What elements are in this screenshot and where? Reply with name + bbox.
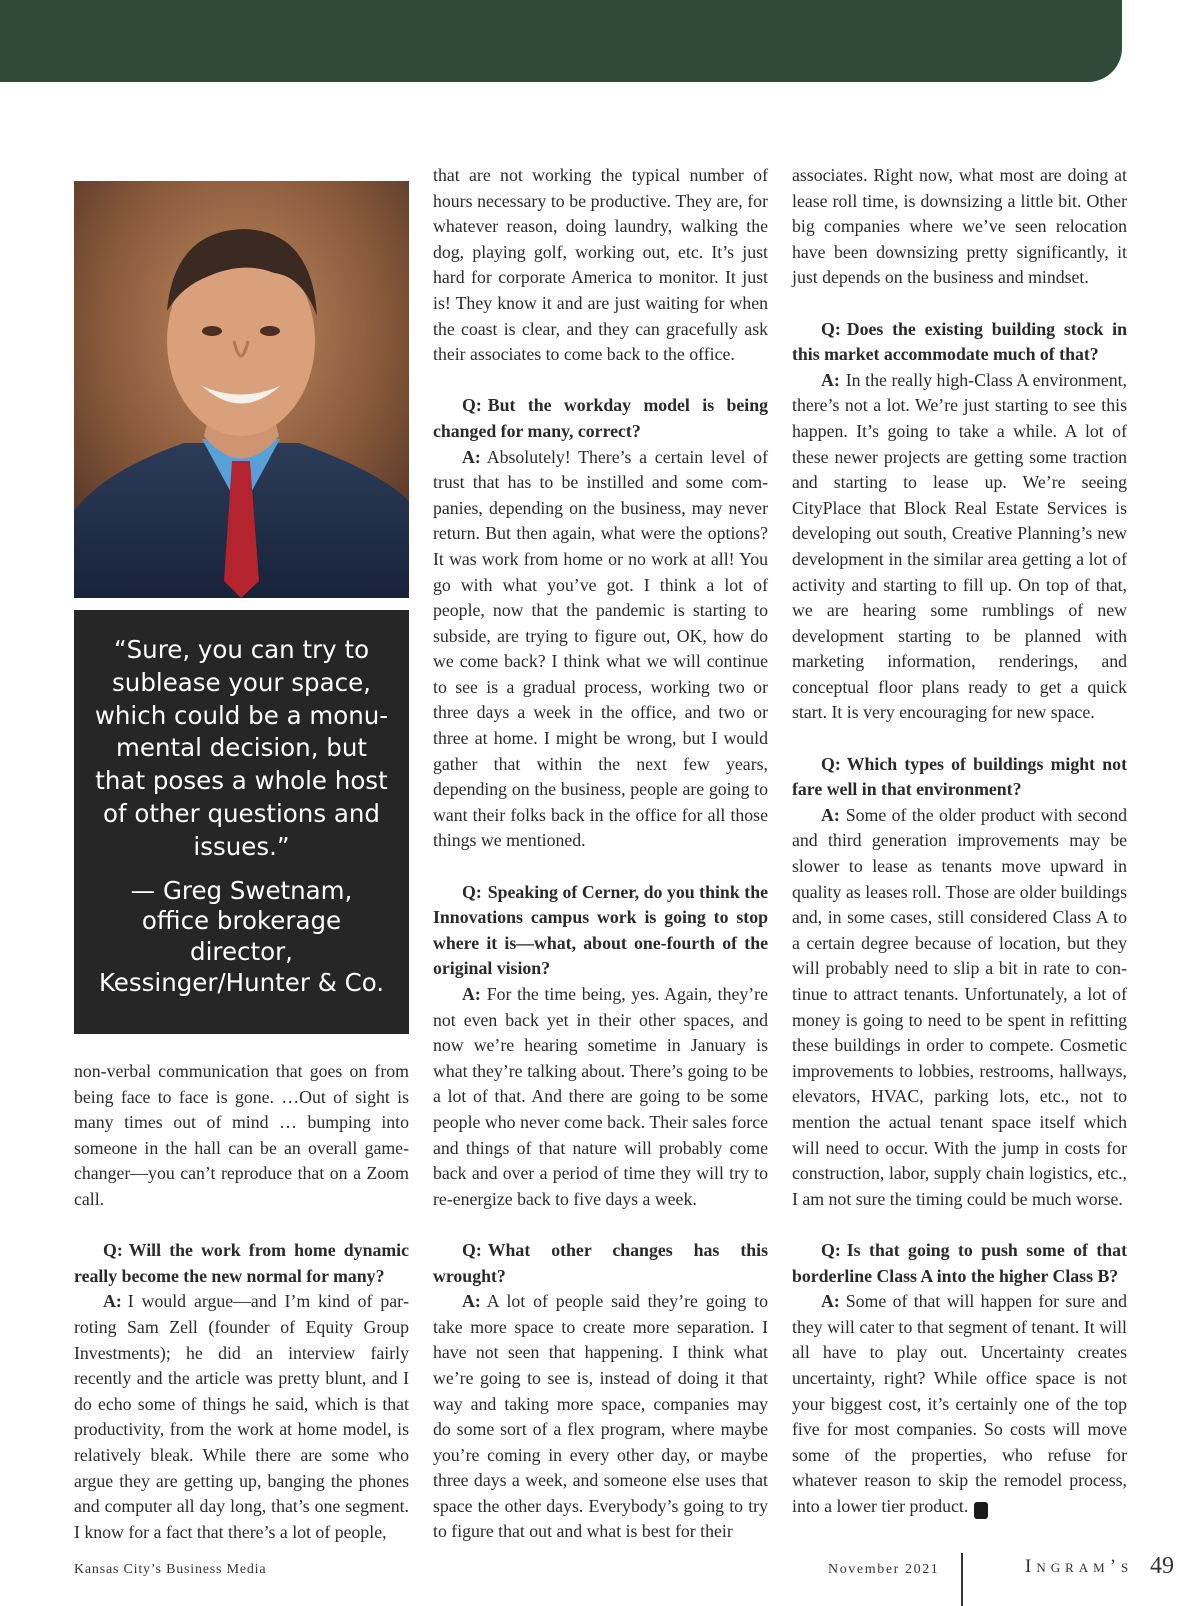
pull-quote-text: “Sure, you can try to sublease your space, which could be a monumental decision, but that poses a whole host of other questions and issues.” <box>94 635 389 861</box>
end-of-article-icon: I <box>974 1502 988 1519</box>
answer-text: Absolutely! There’s a certain level of trust that has to be instilled and some companies, depending on the business, may never return. But then again, what were the options? It was work from home or no work at all! You go with what you’ve got. I think a lot of people, now that the pandemic is starting to subside, are trying to figure out, OK, how do we come back? I think what we will continue to see is a gradual process, working two or three days a week in the office, and two or three at home. I might be wrong, but I would gather that within the next few years, depending on the business, people are going to want their folks back in the office for all those things we mentioned. <box>433 446 768 851</box>
answer <box>792 803 1127 1213</box>
portrait-photo <box>74 181 409 598</box>
question-text: What other changes has this wrought? <box>433 1239 768 1286</box>
question-label: Q: <box>462 1239 482 1260</box>
answer-label: A: <box>462 446 481 467</box>
paragraph: associates. Right now, what most are doing at lease roll time, is downsizing a little bit. Other big companies where we’ve seen relocation have been downsizing pretty significantly, it just depends on the business and mindset. <box>792 165 1127 288</box>
page-number: 49 <box>1150 1553 1174 1579</box>
answer-label: A: <box>103 1291 122 1312</box>
question-text: Speaking of Cerner, do you think the Innovations campus work is going to stop where it is—what, about one-fourth of the original vision? <box>433 881 768 979</box>
answer-text: Some of that will happen for sure and they will cater to that segment of tenant. It will all have to play out. Uncertainty creates uncertainty, right? While office space is not your biggest cost, it’s certainly one of the top five for most companies. So costs will move some of the properties, who refuse for whatever reason to skip the remodel process, into a lower tier product. <box>792 1291 1127 1516</box>
footer-magazine-name: Ingram’s <box>1025 1556 1134 1577</box>
question <box>433 393 768 444</box>
question-label: Q: <box>821 753 841 774</box>
footer-issue-date: November 2021 <box>828 1562 940 1577</box>
question-label: Q: <box>103 1240 123 1261</box>
article-column-3 <box>792 163 1127 1519</box>
question-text: Does the existing building stock in this market accommodate much of that? <box>792 318 1127 365</box>
header-band <box>0 0 1122 82</box>
paragraph: that are not working the typical number of hours necessary to be productive. They are, for whatever reason, doing laundry, walking the dog, playing golf, working out, etc. It’s just hard for corporate America to monitor. It just is! They know it and are just waiting for when the coast is clear, and they can gracefully ask their associates to come back to the office. <box>433 165 768 365</box>
answer-label: A: <box>462 984 481 1004</box>
answer-text: In the really high-Class A environment, there’s not a lot. We’re just starting to see this happen. It’s going to take a while. A lot of these newer projects are getting some traction and starting to lease up. We’re seeing CityPlace that Block Real Estate Services is developing out south, Creative Planning’s new development in the similar area getting a lot of activity and starting to fill up. On top of that, we are hearing some rumblings of new development starting to be planned with marketing information, renderings, and conceptual floor plans ready to get a quick start. It is very encouraging for new space. <box>792 369 1127 723</box>
paragraph: non-verbal communication that goes on from being face to face is gone. …Out of sight is many times out of mind … bumping into someone in the hall can be an overall game-changer—you can’t reproduce that on a Zoom call. <box>74 1061 409 1209</box>
answer <box>792 1289 1127 1519</box>
answer-text: I would argue—and I’m kind of parroting Sam Zell (founder of Equity Group Investments); he did an interview fairly recently and the article was pretty blunt, and I do echo some of things he said, which is that productivity, from the work at home model, is relatively bleak. While there are some who argue they are getting up, banging the phones and computer all day long, that’s one segment. I know for a fact that there’s a lot of people, <box>74 1291 409 1542</box>
question-label: Q: <box>462 395 482 416</box>
answer <box>792 368 1127 726</box>
answer <box>433 982 768 1212</box>
footer-publication: Kansas City’s Business Media <box>74 1562 267 1577</box>
answer <box>74 1289 409 1545</box>
answer-text: A lot of people said they’re going to take more space to create more separation. I have not seen that happening. I think what we’re going to see is, instead of doing it that way and taking more space, companies may do some sort of a flex program, where maybe you’re coming in every other day, or maybe three days a week, and someone else uses that space the other days. Everybody’s going to try to figure that out and what is best for their <box>433 1291 768 1542</box>
question <box>433 1238 768 1289</box>
article-column-2 <box>433 163 768 1545</box>
answer-label: A: <box>462 1291 481 1312</box>
question <box>74 1238 409 1289</box>
attribution-company: Kessinger/Hunter & Co. <box>98 967 385 997</box>
answer-label: A: <box>821 1291 840 1312</box>
question <box>792 752 1127 803</box>
question <box>792 317 1127 368</box>
pull-quote-box <box>74 610 409 1034</box>
answer-label: A: <box>821 369 840 390</box>
pull-quote-attribution <box>88 876 395 999</box>
answer-label: A: <box>821 804 840 825</box>
answer <box>433 445 768 855</box>
question-text: Will the work from home dynamic really become the new normal for many? <box>74 1240 409 1286</box>
question <box>792 1238 1127 1289</box>
answer <box>433 1289 768 1545</box>
question-label: Q: <box>462 881 482 902</box>
article-column-1 <box>74 1059 409 1545</box>
attribution-title: office brokerage director, <box>141 906 342 966</box>
question-text: Is that going to push some of that borderline Class A into the higher Class B? <box>792 1239 1127 1286</box>
question-text: But the workday model is being changed for many, correct? <box>433 395 768 441</box>
question-text: Which types of buildings might not fare well in that environment? <box>792 753 1127 800</box>
question <box>433 880 768 982</box>
footer-divider <box>961 1553 963 1606</box>
answer-text: Some of the older product with second and third generation improvements may be slower to lease as tenants move upward in quality as leases roll. Those are older buildings and, in some cases, still considered Class A to a certain degree because of location, but they will probably need to slip a bit in rate to continue to attract tenants. Unfortunately, a lot of money is going to need to be spent in refitting these buildings in order to compete. Cosmetic improvements to lobbies, restrooms, hallways, elevators, HVAC, parking lots, etc., not to mention the actual tenant space itself which will need to occur. With the jump in costs for construction, labor, supply chain logistics, etc., I am not sure the timing could be much worse. <box>792 804 1127 1209</box>
portrait-icon <box>74 181 409 598</box>
answer-text: For the time being, yes. Again, they’re not even back yet in their other spaces, and now we’re hearing sometime in January is what they’re talking about. There’s going to be a lot of that. And there are going to be some people who never come back. Their sales force and things of that nature will probably come back and over a period of time they will try to re-energize back to five days a week. <box>433 984 768 1209</box>
attribution-name: — Greg Swetnam, <box>130 875 353 905</box>
question-label: Q: <box>821 318 841 339</box>
question-label: Q: <box>821 1239 841 1260</box>
